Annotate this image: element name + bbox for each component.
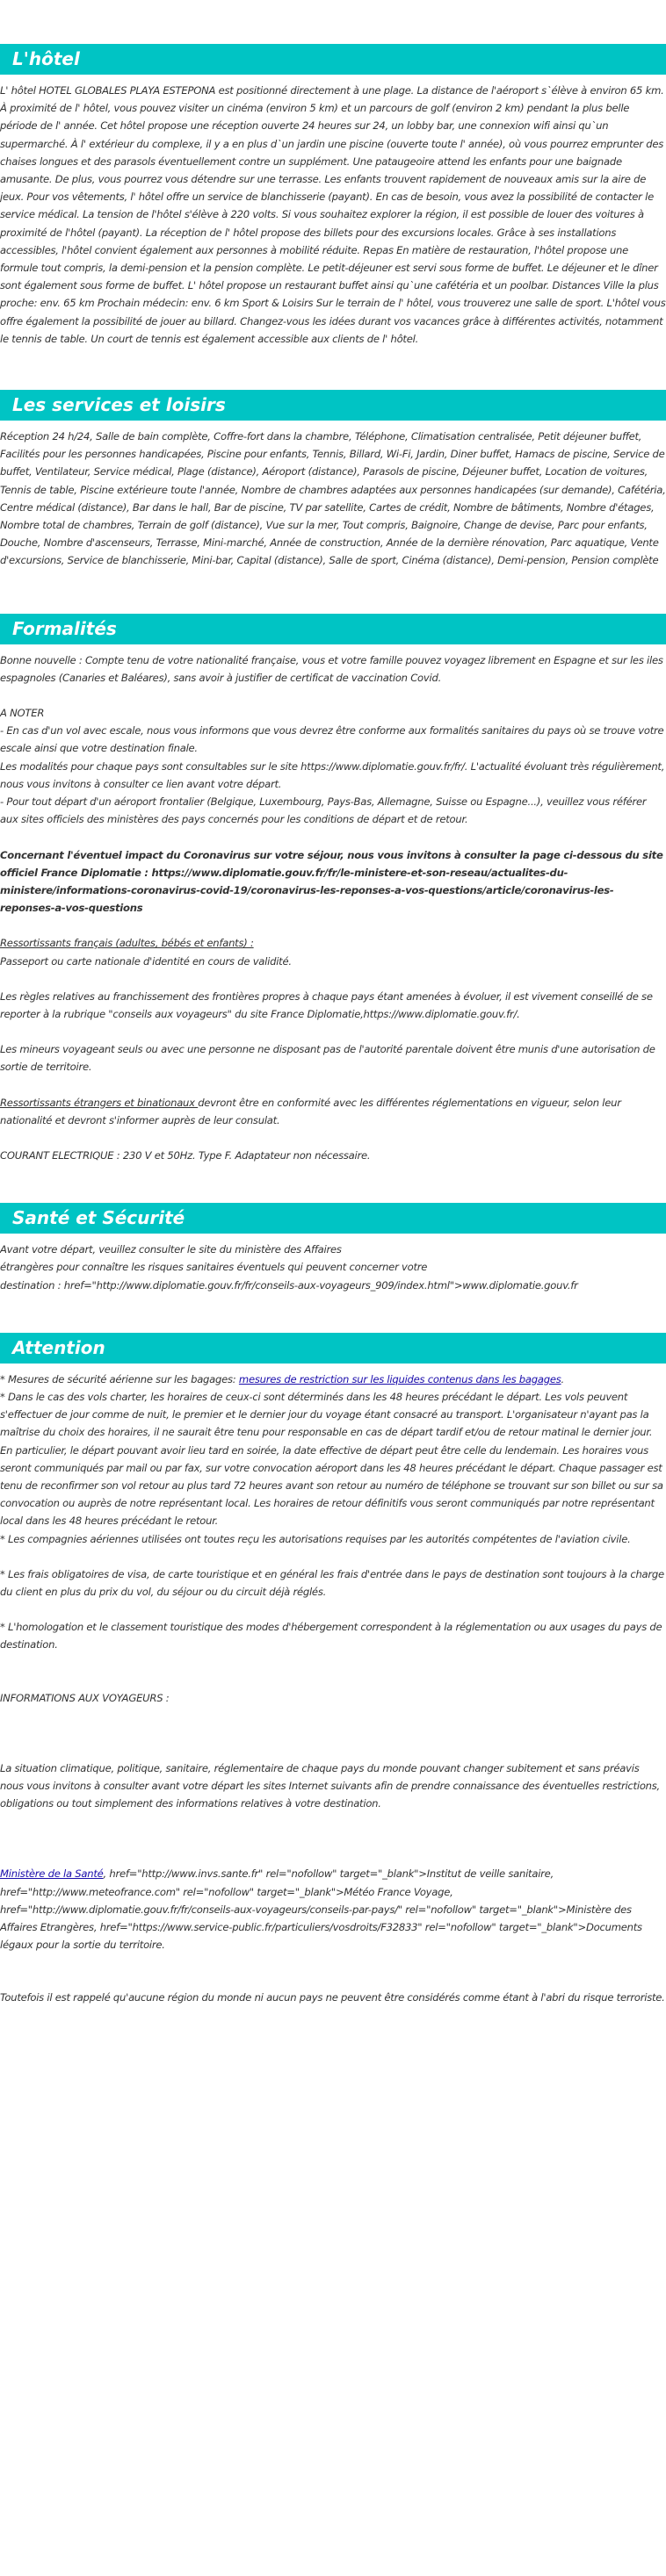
formalites-good-news: Bonne nouvelle : Compte tenu de votre nationalité française, vous et votre famille pouvez voyagez librement en Espagne et sur les iles espagnoles (Canaries et Baléares), sans avoir à justifier de certificat de vaccination Covid. [0,653,663,684]
hotel-section-title: L'hôtel [0,44,666,75]
formalites-note-1: - En cas d'un vol avec escale, nous vous informons que vous devrez être conforme aux formalités sanitaires du pays où se trouve votre escale ainsi que votre destination finale. [0,724,664,755]
services-section-title: Les services et loisirs [0,390,666,421]
ministere-sante-link[interactable]: Ministère de la Santé [0,1867,104,1881]
attention-situation-2: nous vous invitons à consulter avant votre départ les sites Internet suivants afin de prendre connaissance des éventuelles restrictions, obligations ou tout simplement des informations relatives à votre destination. [0,1780,660,1810]
formalites-electric: COURANT ELECTRIQUE : 230 V et 50Hz. Type F. Adaptateur non nécessaire. [0,1148,371,1162]
baggage-restriction-link[interactable]: mesures de restriction sur les liquides contenus dans les bagages [238,1372,561,1385]
sante-section-title: Santé et Sécurité [0,1203,666,1234]
sante-line-3: destination : href="http://www.diplomatie.gouv.fr/fr/conseils-aux-voyageurs_909/index.html">www.diplomatie.gouv.fr [0,1278,578,1292]
formalites-french-body: Passeport ou carte nationale d'identité en cours de validité. [0,954,292,968]
attention-terrorism: Toutefois il est rappelé qu'aucune région du monde ni aucun pays ne peuvent être considérés comme étant à l'abri du risque terroriste. [0,1991,665,2004]
formalites-note-head: A NOTER [0,707,45,720]
attention-airlines: * Les compagnies aériennes utilisées ont toutes reçu les autorisations requises par les autorités compétentes de l'aviation civile. [0,1532,631,1545]
formalites-note-3: - Pour tout départ d'un aéroport frontalier (Belgique, Luxembourg, Pays-Bas, Allemagne, Suisse ou Espagne...), veuillez vous référer aux sites officiels des ministères des pays concernés pour les conditions de départ et de retour. [0,795,647,826]
formalites-minors: Les mineurs voyageant seuls ou avec une personne ne disposant pas de l'autorité parentale doivent être munis d'une autorisation de sortie de territoire. [0,1043,655,1074]
formalites-french-head: Ressortissants français (adultes, bébés et enfants) : [0,937,254,950]
hotel-description: L' hôtel HOTEL GLOBALES PLAYA ESTEPONA est positionné directement à une plage. La distance de l'aéroport s`élève à environ 65 km. À proximité de l' hôtel, vous pouvez visiter un cinéma (environ 5 km) et un parcours de golf (environ 2 km) pendant la plus belle période de l' année. Cet hôtel propose une réception ouverte 24 heures sur 24, un lobby bar, une connexion wifi ainsi qu`un supermarché. À l' extérieur du complexe, il y a en plus d`un jardin une piscine (ouverte toute l' année), où vous pourrez emprunter des chaises longues et des parasols éventuellement contre un supplément. Une pataugeoire attend les enfants pour une baignade amusante. De plus, vous pourrez vous détendre sur une terrasse. Les enfants trouvent rapidement de nouveaux amis sur la aire de jeux. Pour vos vêtements, l' hôtel offre un service de blanchisserie (payant). En cas de besoin, vous avez la possibilité de contacter le service médical. La tension de l'hôtel s'élève à 220 volts. Si vous souhaitez explorer la région, il est possible de louer des voitures à proximité de l'hôtel (payant). La réception de l' hôtel propose des billets pour des excursions locales. Grâce à ses installations accessibles, l'hôtel convient également aux personnes à mobilité réduite. Repas En matière de restauration, l'hôtel propose une formule tout compris, la demi-pension et la pension complète. Le petit-déjeuner est servi sous forme de buffet. Le déjeuner et le dîner sont également sous forme de buffet. L' hôtel propose un restaurant buffet ainsi qu`une cafétéria et un poolbar. Distances Ville la plus proche: env. 65 km Prochain médecin: env. 6 km Sport & Loisirs Sur le terrain de l' hôtel, vous trouverez une salle de sport. L'hôtel vous offre également la possibilité de jouer au billard. Changez-vous les idées durant vos vacances grâce à différentes activités, notamment le tennis de table. Un court de tennis est également accessible aux clients de l' hôtel. [0,84,666,345]
attention-visa: * Les frais obligatoires de visa, de carte touristique et en général les frais d'entrée dans le pays de destination sont toujours à la charge du client en plus du prix du vol, du séjour ou du circuit déjà réglés. [0,1567,664,1598]
attention-baggage [0,1371,666,1388]
formalites-coronavirus: Concernant l'éventuel impact du Coronavirus sur votre séjour, nous vous invitons à consulter la page ci-dessous du site officiel France Diplomatie : https://www.diplomatie.gouv.fr/fr/le-ministere-et-son-reseau/actualites-du-ministere/informations-coronavirus-covid-19/coronavirus-les-reponses-a-vos-questions/article/coronavirus-les-reponses-a-vos-questions [0,848,663,915]
attention-situation-1: La situation climatique, politique, sanitaire, réglementaire de chaque pays du monde pouvant changer subitement et sans préavis [0,1761,640,1774]
formalites-section-title: Formalités [0,614,666,644]
attention-homologation: * L'homologation et le classement touristique des modes d'hébergement correspondent à la réglementation ou aux usages du pays de destination. [0,1621,662,1651]
attention-charter: * Dans le cas des vols charter, les horaires de ceux-ci sont déterminés dans les 48 heures précédant le départ. Les vols peuvent s'effectuer de jour comme de nuit, le premier et le dernier jour du voyage étant consacré au transport. L'organisateur n'ayant pas la maîtrise du choix des horaires, il ne saurait être tenu pour responsable en cas de départ tardif et/ou de retour matinal le dernier jour. En particulier, le départ pouvant avoir lieu tard en soirée, la date effective de départ peut être celle du lendemain. Les horaires vous seront communiqués par mail ou par fax, sur votre convocation aéroport dans les 48 heures précédant le départ. Chaque passager est tenu de reconfirmer son vol retour au plus tard 72 heures avant son retour au numéro de téléphone se trouvant sur son billet ou sur sa convocation ou auprès de notre représentant local. Les horaires de retour définitifs vous seront communiqués par notre représentant local dans les 48 heures précédant le retour. [0,1390,663,1528]
attention-info-head: INFORMATIONS AUX VOYAGEURS : [0,1691,170,1704]
attention-baggage-end: . [561,1372,564,1385]
formalites-foreigners [0,1094,666,1129]
attention-links-rest: , href="http://www.invs.sante.fr" rel="nofollow" target="_blank">Institut de veille sanitaire, href="http://www.meteofrance.com" rel="nofollow" target="_blank">Météo France Voyage, href="http://www.diplomatie.gouv.fr/fr/conseils-aux-voyageurs/conseils-par-pays/" rel="nofollow" target="_blank">Ministère des Affaires Etrangères, href="https://www.service-public.fr/particuliers/vosdroits/F32833" rel="nofollow" target="_blank">Documents légaux pour la sortie du territoire. [0,1867,642,1952]
sante-line-2: étrangères pour connaître les risques sanitaires éventuels qui peuvent concerner votre [0,1261,428,1274]
formalites-foreigners-body: devront être en conformité avec les différentes réglementations en vigueur, selon leur nationalité et devront s'informer auprès de leur consulat. [0,1096,621,1126]
services-list: Réception 24 h/24, Salle de bain complète, Coffre-fort dans la chambre, Téléphone, Climatisation centralisée, Petit déjeuner buffet, Facilités pour les personnes handicapées, Piscine pour enfants, Tennis, Billard, Wi-Fi, Jardin, Diner buffet, Hamacs de piscine, Service de buffet, Ventilateur, Service médical, Plage (distance), Aéroport (distance), Parasols de piscine, Déjeuner buffet, Location de voitures, Tennis de table, Piscine extérieure toute l'année, Nombre de chambres adaptées aux personnes handicapées (sur demande), Cafétéria, Centre médical (distance), Bar dans le hall, Bar de piscine, TV par satellite, Cartes de crédit, Nombre de bâtiments, Nombre d'étages, Nombre total de chambres, Terrain de golf (distance), Vue sur la mer, Tout compris, Baignoire, Change de devise, Parc pour enfants, Douche, Nombre d'ascenseurs, Terrasse, Mini-marché, Année de construction, Année de la dernière rénovation, Parc aquatique, Vente d'excursions, Service de blanchisserie, Mini-bar, Capital (distance), Salle de sport, Cinéma (distance), Demi-pension, Pension complète [0,430,666,567]
formalites-note-2: Les modalités pour chaque pays sont consultables sur le site https://www.diplomatie.gouv.fr/fr/. L'actualité évoluant très régulièrement, nous vous invitons à consulter ce lien avant votre départ. [0,759,665,790]
attention-baggage-text: * Mesures de sécurité aérienne sur les bagages: [0,1372,239,1385]
sante-line-1: Avant votre départ, veuillez consulter le site du ministère des Affaires [0,1243,342,1256]
formalites-foreigners-head: Ressortissants étrangers et binationaux [0,1096,199,1109]
attention-links [0,1865,666,1954]
attention-section-title: Attention [0,1333,666,1364]
formalites-borders: Les règles relatives au franchissement des frontières propres à chaque pays étant amenées à évoluer, il est vivement conseillé de se reporter à la rubrique "conseils aux voyageurs" du site France Diplomatie,https://www.diplomatie.gouv.fr/. [0,989,653,1020]
